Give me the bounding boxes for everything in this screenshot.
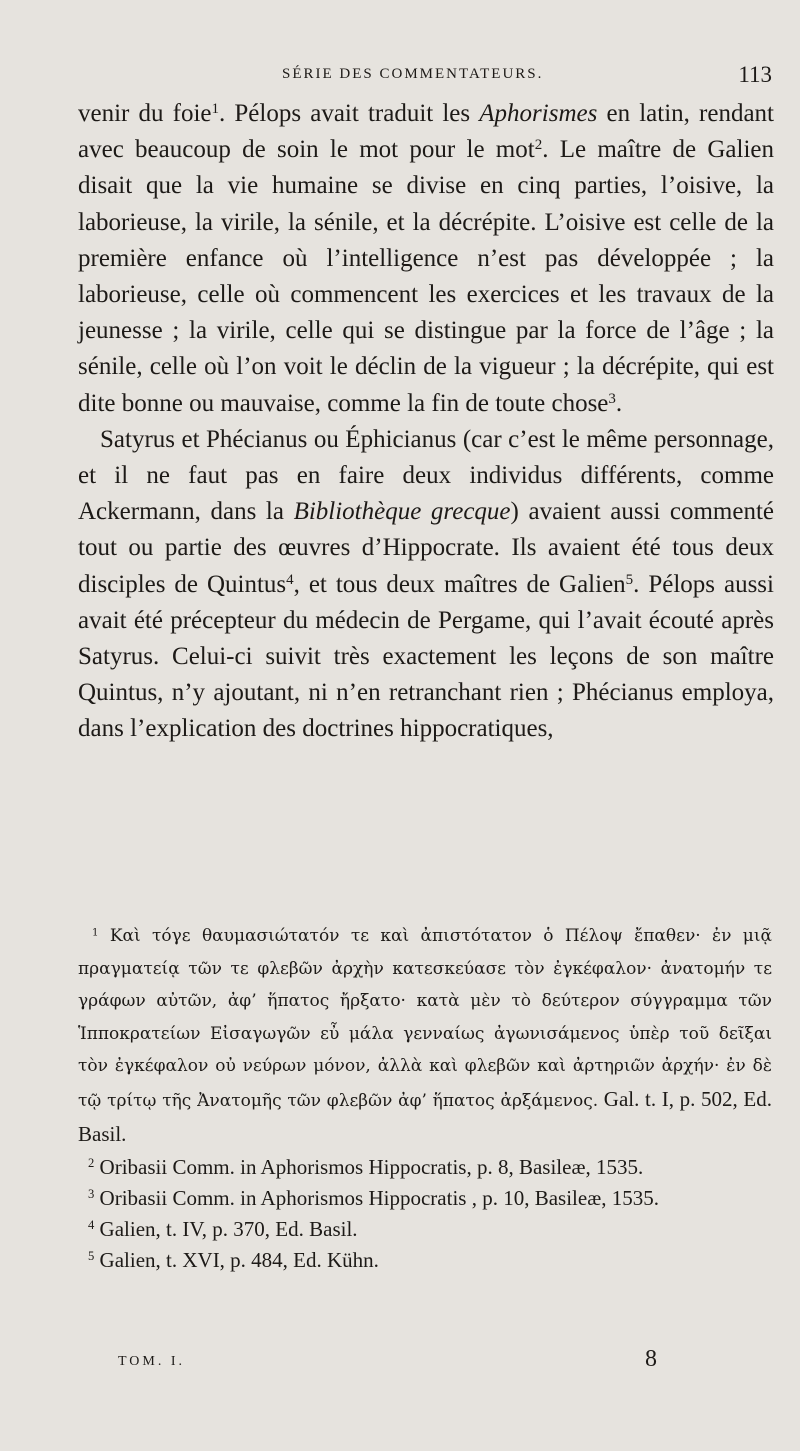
paragraph-1-text: venir du foie bbox=[78, 100, 212, 127]
footnote-1 bbox=[78, 920, 772, 1152]
footnote-5 bbox=[78, 1245, 772, 1276]
footnote-number: 4 bbox=[88, 1218, 95, 1233]
paragraph-1-text: en latin, rendant avec beaucoup de soin le mot pour le mot bbox=[78, 100, 774, 164]
footnote-4 bbox=[78, 1214, 772, 1245]
paragraph-2-text: , et tous deux maîtres de Galien bbox=[293, 570, 626, 598]
main-text bbox=[78, 96, 774, 748]
footnote-text: Oribasii Comm. in Aphorismos Hippocratis, p. 8, Basileæ, 1535. bbox=[99, 1155, 644, 1180]
work-title-bibliotheque: Bibliothèque grecque bbox=[293, 498, 511, 526]
footnote-ref-1: 1 bbox=[211, 100, 220, 117]
footnote-2 bbox=[78, 1152, 772, 1183]
paragraph-1-text: . bbox=[615, 389, 623, 417]
footnote-number: 5 bbox=[88, 1249, 95, 1264]
footnotes bbox=[78, 920, 772, 1276]
footnote-ref-2: 2 bbox=[534, 136, 543, 153]
footnote-ref-3: 3 bbox=[608, 390, 616, 407]
footnote-ref-4: 4 bbox=[286, 571, 294, 588]
work-title-aphorismes: Aphorismes bbox=[479, 100, 598, 127]
page-footer bbox=[0, 1346, 800, 1386]
page-number: 113 bbox=[738, 62, 772, 87]
running-head bbox=[0, 62, 800, 96]
footnote-citation: Gal. t. I, p. 502, Ed. Basil. bbox=[78, 1086, 772, 1146]
gathering-mark: 8 bbox=[645, 1346, 657, 1372]
greek-quotation: Καὶ τόγε θαυμασιώτατόν τε καὶ ἀπιστότατον ὁ Πέλοψ ἔπαθεν· ἐν μιᾷ πραγματείᾳ τῶν τε φλεβῶν ἀρχὴν κατεσκεύασε τὸν ἐγκέφαλον· ἀνατομήν τε γράφων αὐτῶν, ἀφ’ ἥπατος ἤρξατο· κατὰ μὲν τὸ δεύτερον σύγγραμμα τῶν Ἱπποκρατείων Εἰσαγωγῶν εὖ μάλα γενναίως ἀγωνισάμενος ὑπὲρ τοῦ δεῖξαι τὸν ἐγκέφαλον οὐ νεύρων μόνον, ἀλλὰ καὶ φλεβῶν καὶ ἀρτηριῶν ἀρχήν· ἐν δὲ τῷ τρίτῳ τῆς Ἀνατομῆς τῶν φλεβῶν ἀφ’ ἥπατος ἀρξάμενος. bbox=[78, 926, 772, 1111]
footnote-number: 2 bbox=[88, 1156, 95, 1171]
footnote-3 bbox=[78, 1183, 772, 1214]
paragraph-1-text: . Le maître de Galien disait que la vie humaine se divise en cinq parties, l’oisive, la laborieuse, la virile, la sénile, et la décrépite. L’oisive est celle de la première enfance où l’intelligence n’est pas développée ; la laborieuse, celle où commencent les exercices et les travaux de la jeunesse ; la virile, celle qui se distingue par la force de l’âge ; la sénile, celle où l’on voit le déclin de la vigueur ; la décrépite, qui est dite bonne ou mauvaise, comme la fin de toute chose bbox=[78, 136, 774, 417]
footnote-text: Galien, t. XVI, p. 484, Ed. Kühn. bbox=[99, 1248, 379, 1273]
paragraph-2 bbox=[78, 422, 774, 748]
volume-signature: TOM. I. bbox=[118, 1354, 186, 1369]
footnote-text: Galien, t. IV, p. 370, Ed. Basil. bbox=[99, 1217, 358, 1242]
footnote-text: Oribasii Comm. in Aphorismos Hippocratis , p. 10, Basileæ, 1535. bbox=[99, 1186, 659, 1211]
footnote-number: 1 bbox=[92, 927, 99, 939]
footnote-ref-5: 5 bbox=[625, 571, 634, 588]
paragraph-2-text: ) avaient aussi commenté tout ou partie des œuvres d’Hippocrate. Ils avaient été tous deux disciples de Quintus bbox=[78, 498, 774, 598]
paragraph-1 bbox=[78, 96, 774, 422]
footnote-number: 3 bbox=[88, 1187, 95, 1202]
paragraph-1-text: . Pélops avait traduit les bbox=[219, 100, 480, 127]
running-head-title: SÉRIE DES COMMENTATEURS. bbox=[282, 66, 544, 82]
paragraph-2-text: . Pélops aussi avait été précepteur du médecin de Pergame, qui l’avait écouté après Satyrus. Celui-ci suivit très exactement les leçons de son maître Quintus, n’y ajoutant, ni n’en retranchant rien ; Phécianus employa, dans l’explication des doctrines hippocratiques, bbox=[78, 570, 774, 743]
paragraph-2-text: Satyrus et Phécianus ou Éphicianus (car c’est le même personnage, et il ne faut pas en faire deux individus différents, comme Ackermann, dans la bbox=[78, 425, 774, 526]
